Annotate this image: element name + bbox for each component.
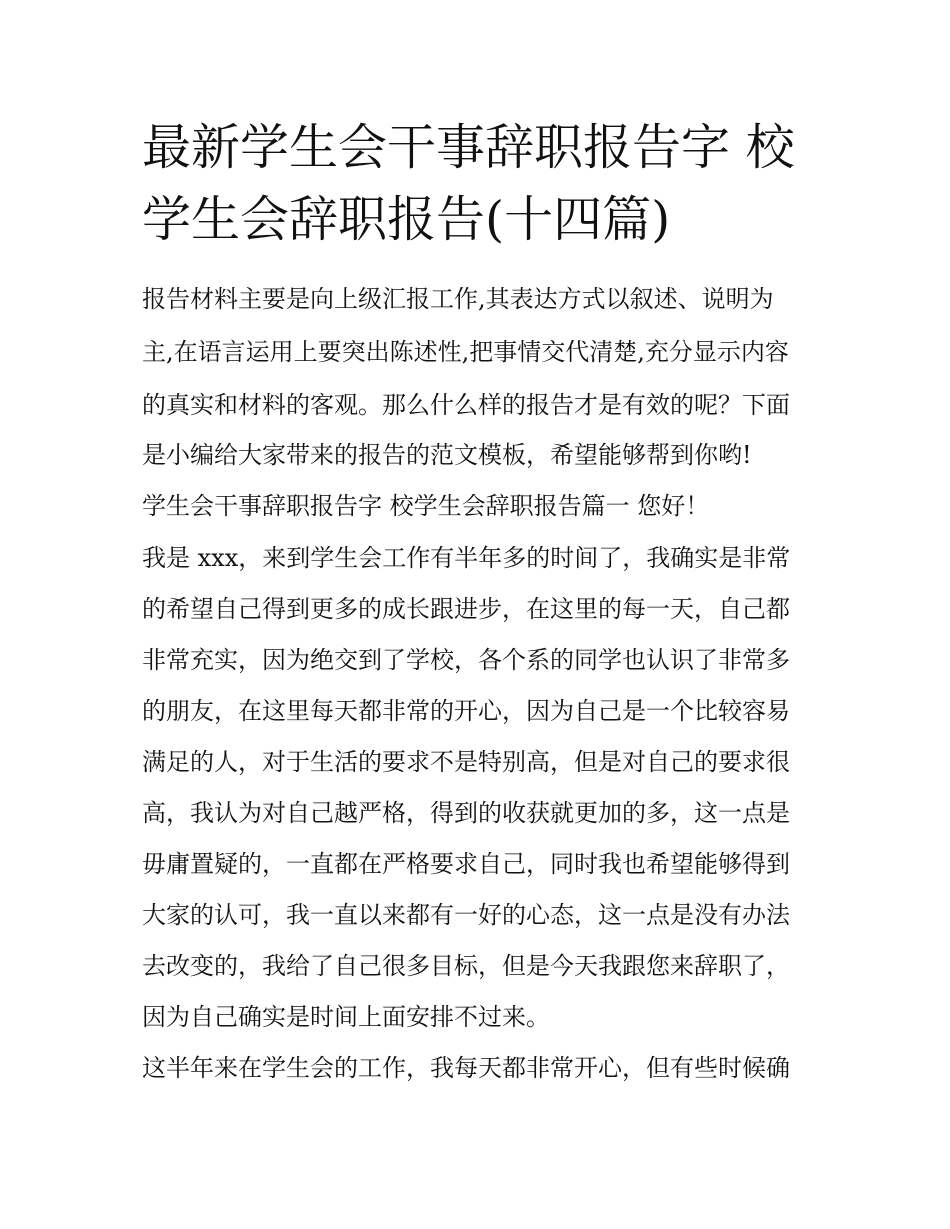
body-text-line: 去改变的，我给了自己很多目标，但是今天我跟您来辞职了， bbox=[142, 952, 790, 980]
title-line: 学生会辞职报告(十四篇) bbox=[142, 191, 671, 248]
body-text-line: 的朋友，在这里每天都非常的开心，因为自己是一个比较容易 bbox=[142, 697, 790, 725]
title-line: 最新学生会干事辞职报告字 校 bbox=[142, 119, 795, 176]
body-text-line: 的真实和材料的客观。那么什么样的报告才是有效的呢？下面 bbox=[142, 391, 790, 419]
body-text-line: 的希望自己得到更多的成长跟进步，在这里的每一天，自己都 bbox=[142, 595, 790, 623]
body-text-line: 是小编给大家带来的报告的范文模板，希望能够帮到你哟! bbox=[142, 441, 752, 469]
body-text-line: 报告材料主要是向上级汇报工作,其表达方式以叙述、说明为 bbox=[142, 285, 774, 313]
section-heading-line: 学生会干事辞职报告字 校学生会辞职报告篇一 您好！ bbox=[142, 492, 710, 520]
body-text-line: 大家的认可，我一直以来都有一好的心态，这一点是没有办法 bbox=[142, 901, 790, 929]
body-text-line: 因为自己确实是时间上面安排不过来。 bbox=[142, 1003, 550, 1031]
document-title bbox=[142, 112, 822, 256]
body-text-line: 主,在语言运用上要突出陈述性,把事情交代清楚,充分显示内容 bbox=[142, 338, 789, 366]
body-text-line: 高，我认为对自己越严格，得到的收获就更加的多，这一点是 bbox=[142, 799, 790, 827]
body-text-line: 我是 xxx，来到学生会工作有半年多的时间了，我确实是非常 bbox=[142, 544, 791, 572]
body-text-line: 满足的人，对于生活的要求不是特别高，但是对自己的要求很 bbox=[142, 748, 790, 776]
body-text-line: 这半年来在学生会的工作，我每天都非常开心，但有些时候确 bbox=[142, 1054, 790, 1082]
body-text-line: 毋庸置疑的，一直都在严格要求自己，同时我也希望能够得到 bbox=[142, 850, 790, 878]
body-text-line: 非常充实，因为绝交到了学校，各个系的同学也认识了非常多 bbox=[142, 646, 790, 674]
